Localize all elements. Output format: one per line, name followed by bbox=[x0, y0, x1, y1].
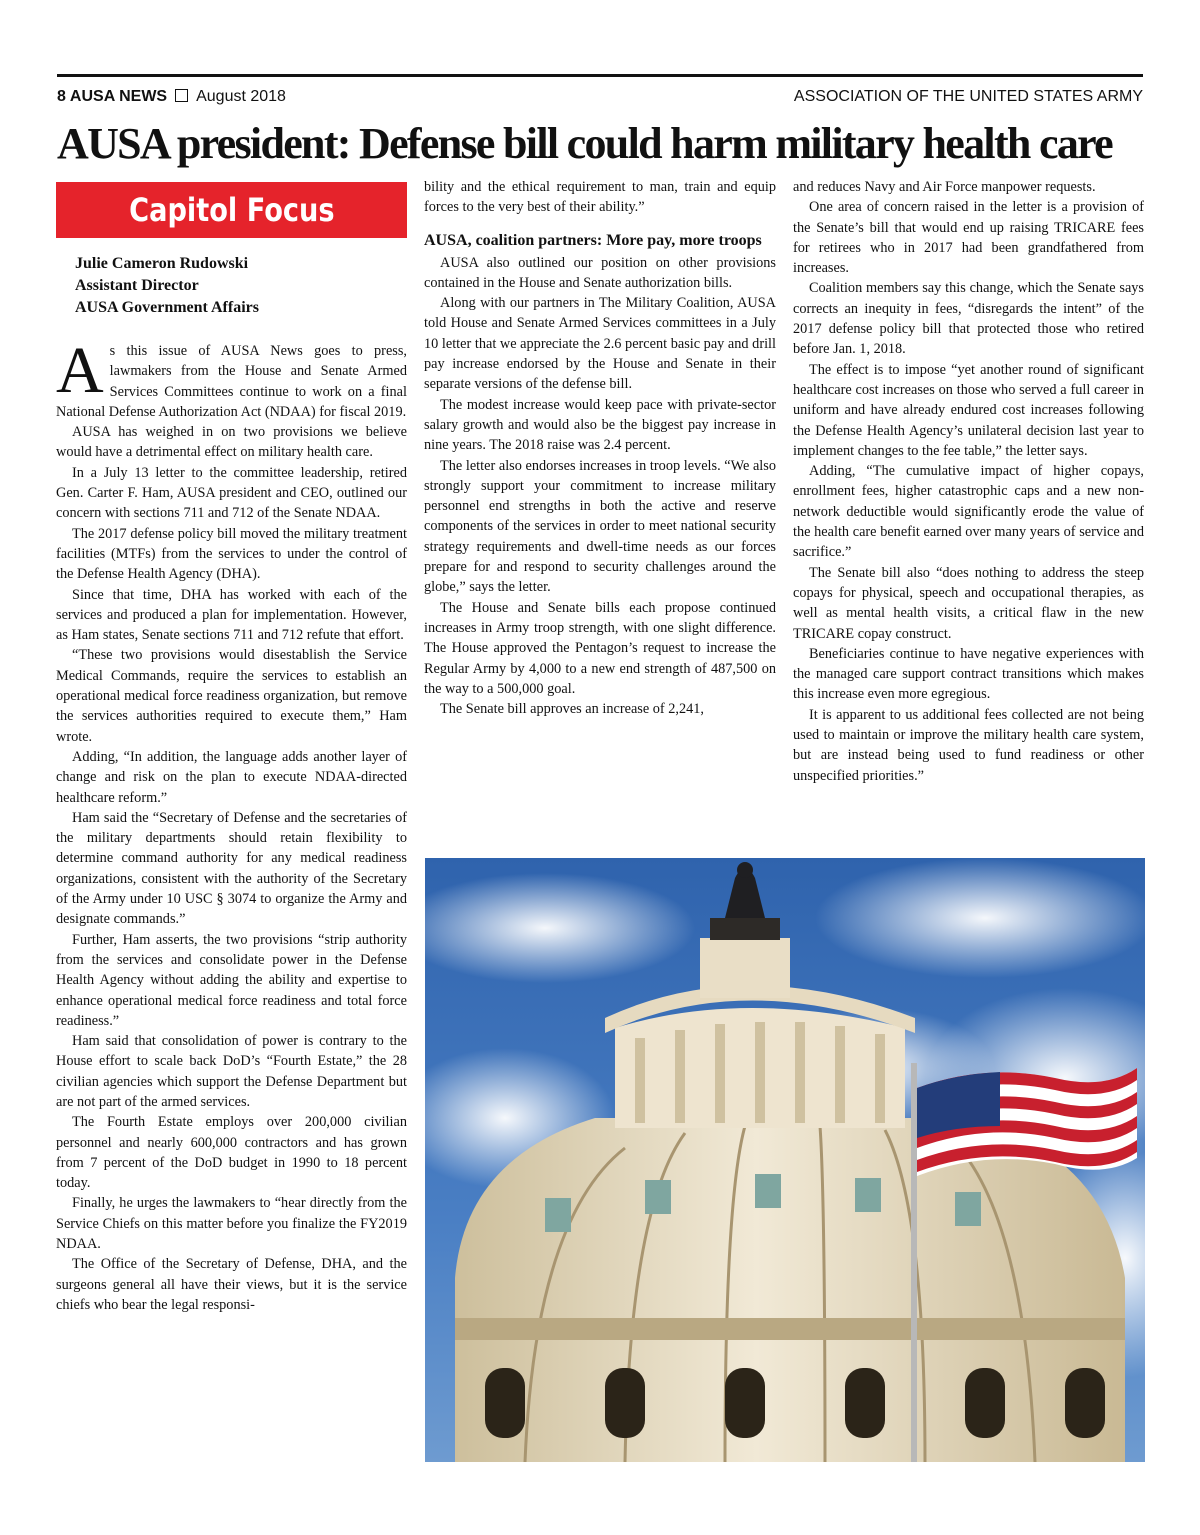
paragraph: The effect is to impose “yet another round of significant healthcare cost increases on those who served a full career in uniform and have already endured cost increases following the Defense Health Agency’s unilateral decision last year to implement changes to the fee table,” the letter says. bbox=[793, 361, 1144, 459]
paragraph-continued: and reduces Navy and Air Force manpower requests. bbox=[793, 179, 1096, 195]
author-name: Julie Cameron Rudowski bbox=[75, 255, 249, 272]
paragraph: Since that time, DHA has worked with each of the services and produced a plan for implementation. However, as Ham states, Senate sections 711 and 712 refute that effort. bbox=[56, 586, 407, 644]
column-3 bbox=[793, 177, 1144, 786]
paragraph: The letter also endorses increases in troop levels. “We also strongly support your commitment to increase military personnel end strengths in both the active and reserve components of the services in order to meet national security strategy requirements and dwell-time needs as our forces prepare for and respond to security challenges around the globe,” says the letter. bbox=[424, 457, 776, 596]
paragraph: Adding, “The cumulative impact of higher copays, enrollment fees, higher catastrophic caps and a new non-network deductible would significantly erode the value of the health care benefit earned over many years of service and sacrifice.” bbox=[793, 463, 1144, 561]
organization-name: ASSOCIATION OF THE UNITED STATES ARMY bbox=[793, 88, 1143, 105]
paragraph: In a July 13 letter to the committee leadership, retired Gen. Carter F. Ham, AUSA president and CEO, outlined our concern with sections 711 and 712 of the Senate NDAA. bbox=[56, 464, 407, 522]
paragraph: AUSA has weighed in on two provisions we believe would have a detrimental effect on military health care. bbox=[56, 424, 407, 461]
paragraph-continued: bility and the ethical requirement to man, train and equip forces to the very best of their ability.” bbox=[424, 179, 776, 216]
author-title: Assistant Director bbox=[75, 277, 199, 294]
page-number: 8 bbox=[57, 88, 66, 105]
article-headline: AUSA president: Defense bill could harm military health care bbox=[57, 119, 1112, 168]
paragraph: The Fourth Estate employs over 200,000 civilian personnel and nearly 600,000 contractors and has grown from 7 percent of the DoD budget in 1990 to 18 percent today. bbox=[56, 1114, 407, 1192]
paragraph: Along with our partners in The Military Coalition, AUSA told House and Senate Armed Services committees in a July 10 letter that we appreciate the 2.6 percent basic pay and drill pay increase endorsed by the House and Senate in their separate versions of the defense bill. bbox=[424, 295, 776, 393]
paragraph: Coalition members say this change, which the Senate says corrects an inequity in fees, “disregards the intent” of the 2017 defense policy bill that protected those who retired before Jan. 1, 2018. bbox=[793, 280, 1144, 358]
column-1 bbox=[56, 334, 407, 1315]
publication-name: AUSA NEWS bbox=[69, 88, 168, 105]
paragraph: Finally, he urges the lawmakers to “hear directly from the Service Chiefs on this matter before you finalize the FY2019 NDAA. bbox=[56, 1195, 407, 1253]
paragraph: Further, Ham asserts, the two provisions “strip authority from the services and consolidate power in the Defense Health Agency without adding the ability and expertise to enhance operational medical force readiness and total force readiness.” bbox=[56, 931, 407, 1029]
paragraph: “These two provisions would disestablish the Service Medical Commands, require the services to establish an operational medical force readiness organization, but remove the services authorities required to execute them,” Ham wrote. bbox=[56, 647, 407, 745]
checkbox-icon bbox=[175, 89, 188, 102]
paragraph bbox=[56, 334, 407, 422]
paragraph: The Office of the Secretary of Defense, DHA, and the surgeons general all have their views, but it is the service chiefs who bear the legal responsi- bbox=[56, 1256, 407, 1313]
paragraph: AUSA also outlined our position on other provisions contained in the House and Senate authorization bills. bbox=[424, 254, 776, 291]
paragraph: Ham said that consolidation of power is contrary to the House effort to scale back DoD’s “Fourth Estate,” the 28 civilian agencies which support the Defense Department but are not part of the armed services. bbox=[56, 1033, 407, 1110]
paragraph: Adding, “In addition, the language adds another layer of change and risk on the plan to execute NDAA-directed healthcare reform.” bbox=[56, 748, 407, 806]
paragraph: It is apparent to us additional fees collected are not being used to maintain or improve the military health care system, but are instead being used to fund readiness or other unspecified priorities.” bbox=[793, 706, 1144, 784]
paragraph: Beneficiaries continue to have negative experiences with the managed care support contract transitions which makes this increase even more egregious. bbox=[793, 645, 1144, 703]
byline bbox=[75, 253, 259, 319]
paragraph: The 2017 defense policy bill moved the military treatment facilities (MTFs) from the services to under the control of the Defense Health Agency (DHA). bbox=[56, 525, 407, 583]
paragraph-text: s this issue of AUSA News goes to press, lawmakers from the House and Senate Armed Services Committees continue to work on a final National Defense Authorization Act (NDAA) for fiscal 2019. bbox=[56, 343, 407, 420]
paragraph: The Senate bill also “does nothing to address the steep copays for physical, speech and occupational therapies, as well as mental health visits, a critical flaw in the new TRICARE copay construct. bbox=[793, 564, 1144, 642]
paragraph: The House and Senate bills each propose continued increases in Army troop strength, with one slight difference. The House approved the Pentagon’s request to increase the Regular Army by 4,000 to a new end strength of 487,500 on the way to a 500,000 goal. bbox=[424, 599, 776, 697]
paragraph: One area of concern raised in the letter is a provision of the Senate’s bill that would end up raising TRICARE fees for retirees who in 2017 had been grandfathered from increases. bbox=[793, 199, 1144, 277]
header-rule bbox=[57, 74, 1143, 77]
capitol-dome-photo bbox=[425, 858, 1145, 1462]
author-dept: AUSA Government Affairs bbox=[75, 299, 259, 316]
subheading: AUSA, coalition partners: More pay, more troops bbox=[424, 231, 762, 249]
column-2 bbox=[424, 177, 776, 719]
american-flag-icon bbox=[917, 1068, 1137, 1176]
issue-date: August 2018 bbox=[196, 88, 286, 105]
page-folio bbox=[57, 88, 286, 106]
paragraph: The modest increase would keep pace with private-sector salary growth and would also be the biggest pay increase in nine years. The 2018 raise was 2.4 percent. bbox=[424, 396, 776, 454]
paragraph: The Senate bill approves an increase of 2,241, bbox=[440, 701, 705, 718]
banner-text: Capitol Focus bbox=[128, 191, 335, 229]
section-banner bbox=[56, 182, 407, 238]
drop-cap: A bbox=[56, 334, 104, 407]
paragraph: Ham said the “Secretary of Defense and the secretaries of the military departments should retain flexibility to determine command authority for any medical readiness organizations, consistent with the authority of the Secretary of the Army under 10 USC § 3074 to organize the Army and designate commands.” bbox=[56, 809, 407, 928]
